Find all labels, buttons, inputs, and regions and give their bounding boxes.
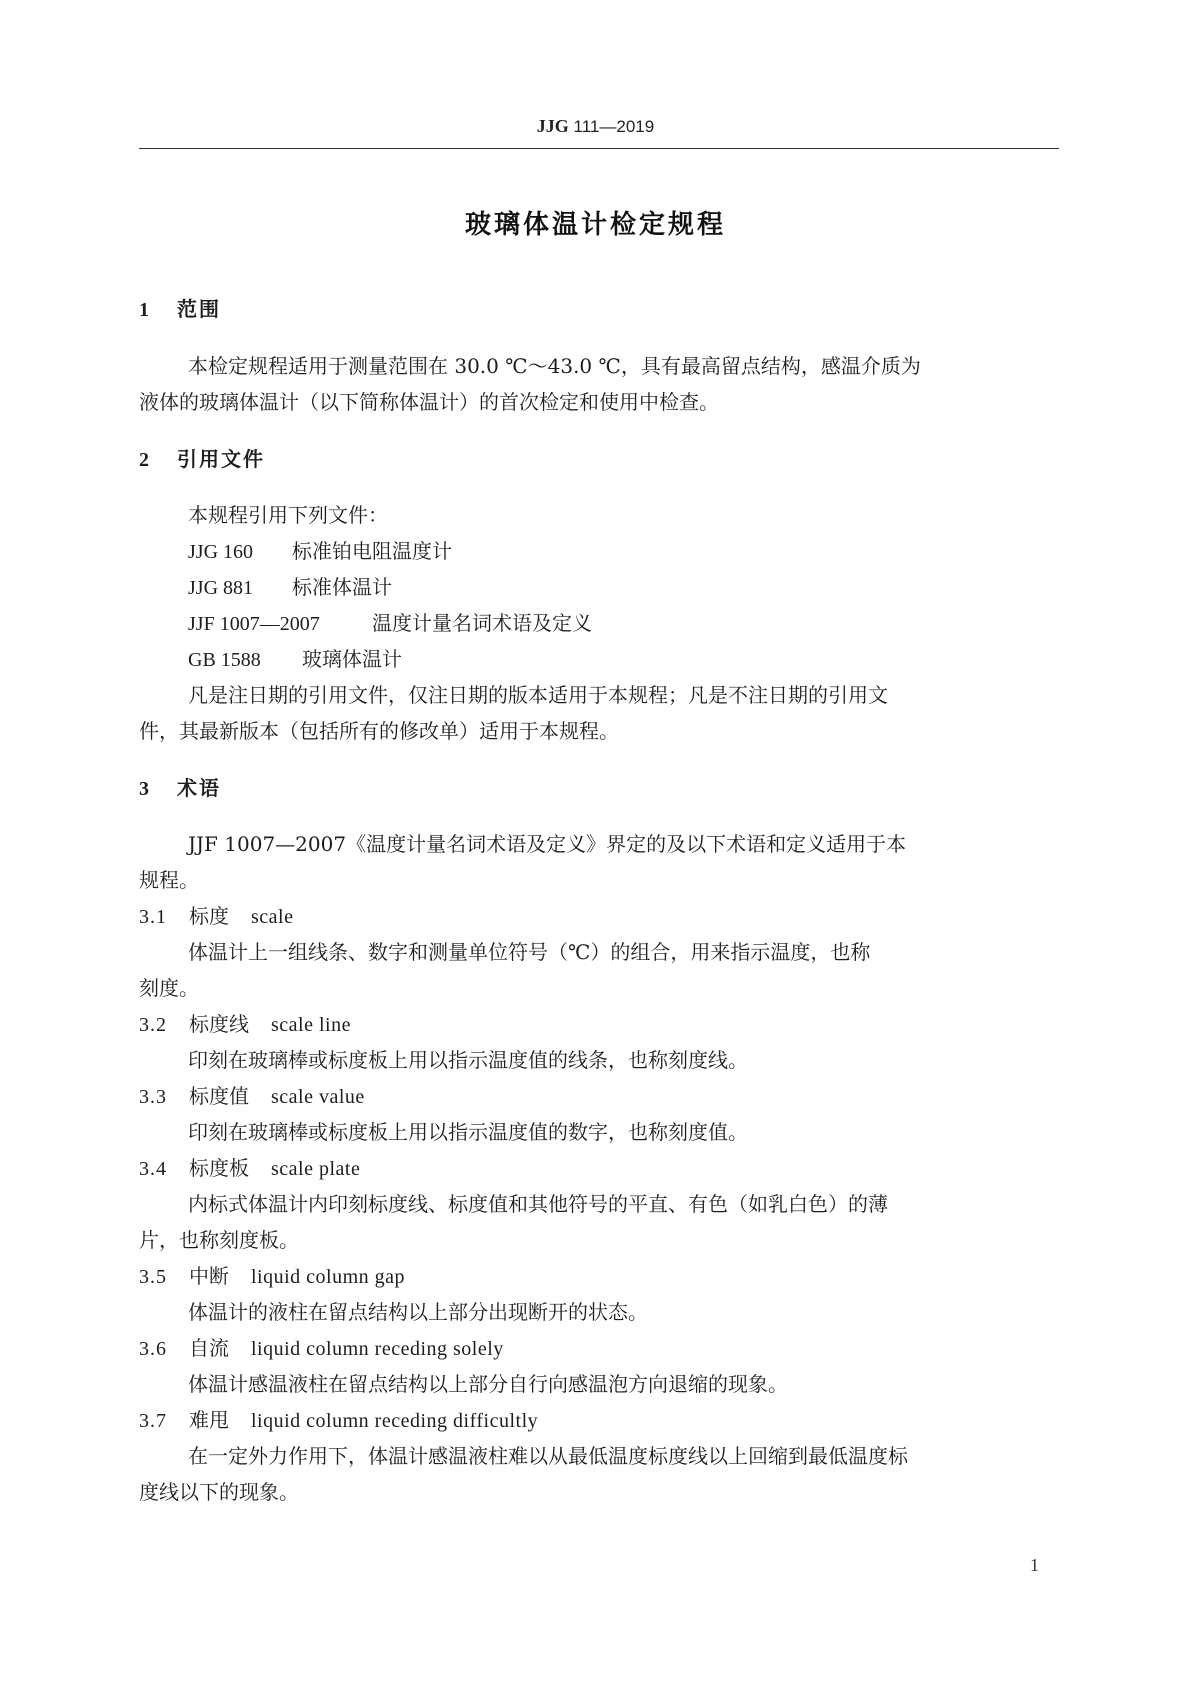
reference-code: JJG 881: [188, 577, 254, 599]
section-heading-2: [139, 446, 265, 473]
reference-code: JJG 160: [188, 541, 254, 563]
standard-number: 111—2019: [568, 117, 655, 136]
section-number: 2: [139, 449, 151, 471]
reference-code: JJF 1007—2007: [188, 613, 320, 635]
paragraph-line: 规程。: [139, 868, 199, 892]
term-number: 3.2: [139, 1014, 167, 1036]
term-chinese: 自流: [189, 1336, 229, 1360]
term-number: 3.6: [139, 1338, 167, 1360]
term-heading-3-4: [139, 1155, 360, 1182]
term-english: liquid column receding difficultly: [251, 1410, 539, 1432]
term-number: 3.1: [139, 906, 167, 928]
term-english: liquid column receding solely: [251, 1338, 504, 1360]
definition-line: 在一定外力作用下，体温计感温液柱难以从最低温度标度线以上回缩到最低温度标: [188, 1444, 908, 1468]
term-heading-3-2: [139, 1011, 351, 1038]
section-heading-3: [139, 775, 221, 802]
paragraph-line: JJF 1007—2007《温度计量名词术语及定义》界定的及以下术语和定义适用于本: [188, 832, 907, 856]
section-heading-1: [139, 296, 221, 323]
section-title: 术语: [177, 776, 221, 800]
reference-item: [188, 646, 402, 673]
definition-line: 印刻在玻璃棒或标度板上用以指示温度值的线条，也称刻度线。: [188, 1048, 748, 1072]
term-number: 3.7: [139, 1410, 167, 1432]
reference-title: 标准体温计: [292, 575, 392, 599]
section-number: 3: [139, 778, 151, 800]
term-chinese: 难甩: [189, 1408, 229, 1432]
definition-line: 刻度。: [139, 976, 199, 1000]
paragraph-line: 件，其最新版本（包括所有的修改单）适用于本规程。: [139, 719, 619, 743]
term-chinese: 标度值: [189, 1084, 249, 1108]
term-chinese: 标度线: [189, 1012, 249, 1036]
section-title: 范围: [177, 297, 221, 321]
reference-code: GB 1588: [188, 649, 261, 671]
running-header: [0, 116, 1191, 137]
header-rule: [139, 148, 1059, 149]
paragraph-line: 本规程引用下列文件：: [188, 503, 388, 527]
paragraph-line: 凡是注日期的引用文件，仅注日期的版本适用于本规程；凡是不注日期的引用文: [188, 683, 888, 707]
term-heading-3-6: [139, 1335, 504, 1362]
definition-line: 度线以下的现象。: [139, 1480, 299, 1504]
document-title: 玻璃体温计检定规程: [464, 210, 726, 240]
term-chinese: 标度: [189, 904, 229, 928]
standard-prefix: JJG: [536, 116, 569, 136]
paragraph-line: 液体的玻璃体温计（以下简称体温计）的首次检定和使用中检查。: [139, 390, 719, 414]
definition-line: 体温计上一组线条、数字和测量单位符号（℃）的组合，用来指示温度，也称: [188, 940, 871, 964]
section-title: 引用文件: [177, 447, 265, 471]
term-number: 3.5: [139, 1266, 167, 1288]
reference-item: [188, 574, 392, 601]
term-heading-3-3: [139, 1083, 365, 1110]
paragraph-line: 本检定规程适用于测量范围在 30.0 ℃～43.0 ℃，具有最高留点结构，感温介质为: [188, 354, 921, 378]
reference-title: 标准铂电阻温度计: [292, 539, 452, 563]
term-english: scale plate: [271, 1158, 361, 1180]
term-heading-3-1: [139, 903, 293, 930]
definition-line: 印刻在玻璃棒或标度板上用以指示温度值的数字，也称刻度值。: [188, 1120, 748, 1144]
term-english: liquid column gap: [251, 1266, 406, 1288]
definition-line: 体温计的液柱在留点结构以上部分出现断开的状态。: [188, 1300, 648, 1324]
page-number: 1: [1030, 1555, 1039, 1575]
term-chinese: 中断: [189, 1264, 229, 1288]
definition-line: 片，也称刻度板。: [139, 1228, 299, 1252]
section-number: 1: [139, 299, 151, 321]
reference-title: 温度计量名词术语及定义: [372, 611, 592, 635]
reference-item: [188, 610, 592, 637]
term-heading-3-5: [139, 1263, 405, 1290]
reference-item: [188, 538, 452, 565]
term-english: scale value: [271, 1086, 365, 1108]
term-number: 3.4: [139, 1158, 167, 1180]
term-chinese: 标度板: [189, 1156, 249, 1180]
term-heading-3-7: [139, 1407, 538, 1434]
definition-line: 内标式体温计内印刻标度线、标度值和其他符号的平直、有色（如乳白色）的薄: [188, 1192, 888, 1216]
definition-line: 体温计感温液柱在留点结构以上部分自行向感温泡方向退缩的现象。: [188, 1372, 788, 1396]
term-english: scale: [251, 906, 294, 928]
term-number: 3.3: [139, 1086, 167, 1108]
reference-title: 玻璃体温计: [302, 647, 402, 671]
term-english: scale line: [271, 1014, 351, 1036]
